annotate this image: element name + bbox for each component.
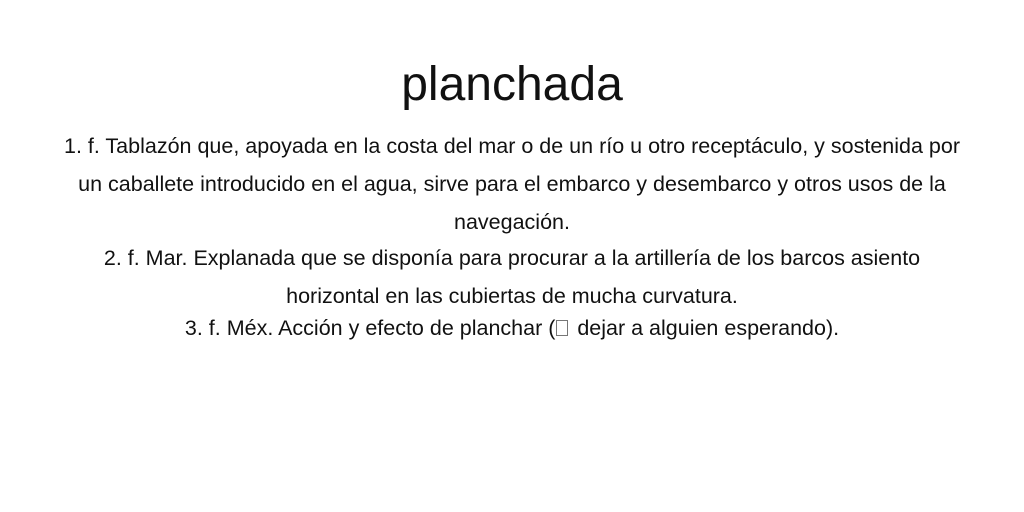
headword: planchada: [401, 58, 623, 111]
definition-2: 2. f. Mar. Explanada que se disponía para procurar a la artillería de los barcos asiento horizontal en las cubiertas de mucha curvatura.: [103, 246, 921, 308]
definition-1: 1. f. Tablazón que, apoyada en la costa del mar o de un río u otro receptáculo, y sostenida por un caballete introducido en el agua, sirve para el embarco y desembarco y otros usos de la navegación.: [63, 134, 960, 234]
definition-3: [60, 311, 964, 345]
definition-3-text-after: dejar a alguien esperando).: [571, 316, 840, 340]
definition-3-text-before: 3. f. Méx. Acción y efecto de planchar (: [184, 316, 556, 340]
missing-glyph-icon: [556, 320, 568, 336]
definitions-list: [60, 127, 964, 345]
